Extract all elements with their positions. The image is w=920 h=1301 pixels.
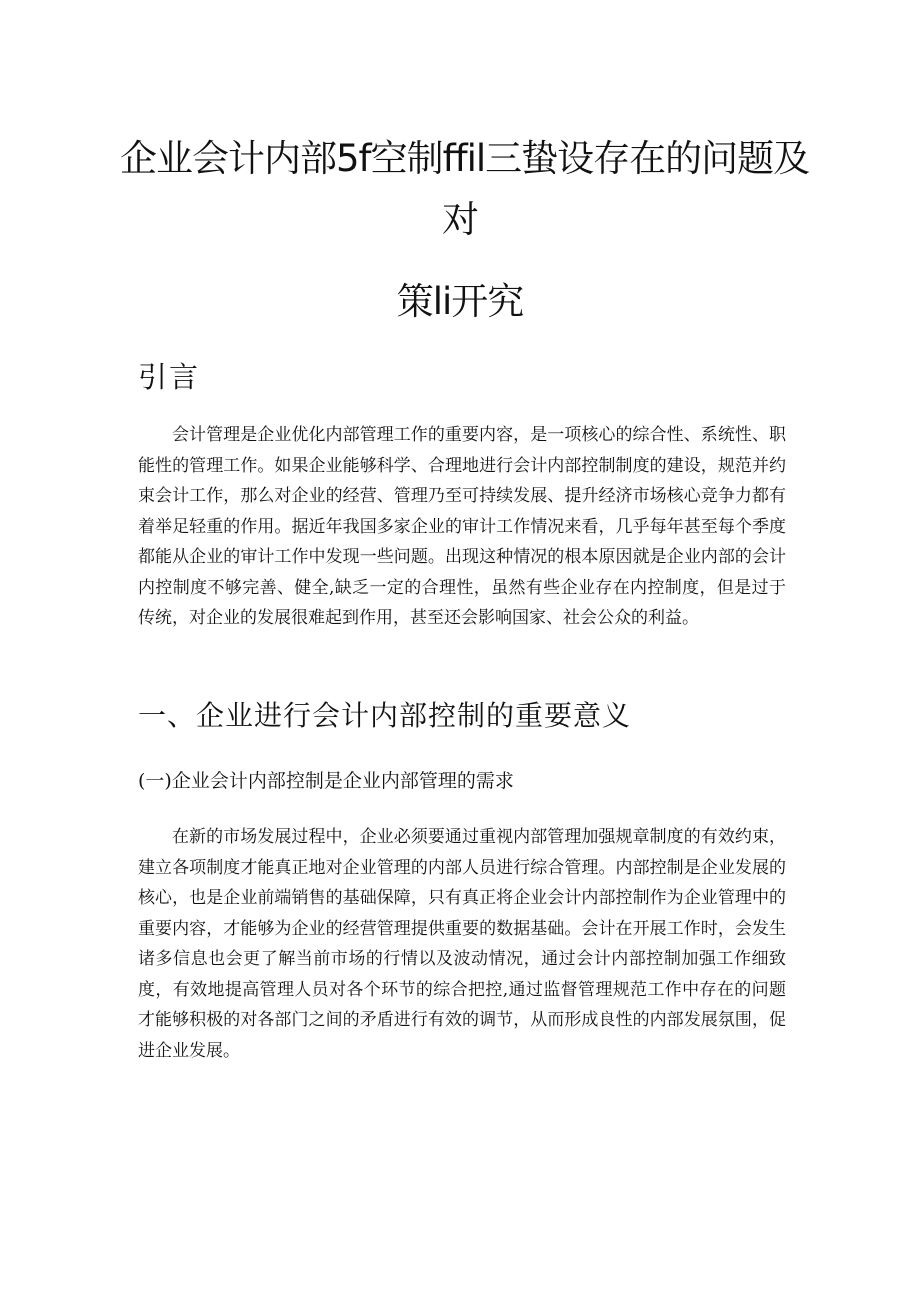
section-1-heading: 一、企业进行会计内部控制的重要意义 bbox=[138, 699, 632, 732]
subsection-1-heading: (一)企业会计内部控制是企业内部管理的需求 bbox=[138, 770, 514, 792]
intro-paragraph: 会计管理是企业优化内部管理工作的重要内容，是一项核心的综合性、系统性、职能性的管理工作。如果企业能够科学、合理地进行会计内部控制制度的建设，规范并约束会计工作，那么对企业的经营、管理乃至可持续发展、提升经济市场核心竞争力都有着举足轻重的作用。据近年我国多家企业的审计工作情况来看，几乎每年甚至每个季度都能从企业的审计工作中发现一些问题。出现这种情况的根本原因就是企业内部的会计内控制度不够完善、健全,缺乏一定的合理性，虽然有些企业存在内控制度，但是过于传统，对企业的发展很难起到作用，甚至还会影响国家、社会公众的利益。 bbox=[138, 425, 786, 628]
subsection-1-paragraph: 在新的市场发展过程中，企业必须要通过重视内部管理加强规章制度的有效约束，建立各项制度才能真正地对企业管理的内部人员进行综合管理。内部控制是企业发展的核心，也是企业前端销售的基础保障，只有真正将企业会计内部控制作为企业管理中的重要内容，才能够为企业的经营管理提供重要的数据基础。会计在开展工作时，会发生诸多信息也会更了解当前市场的行情以及波动情况，通过会计内部控制加强工作细致度，有效地提高管理人员对各个环节的综合把控,通过监督管理规范工作中存在的问题才能够积极的对各部门之间的矛盾进行有效的调节，从而形成良性的内部发展氛围，促进企业发展。 bbox=[138, 827, 786, 1061]
intro-heading: 引言 bbox=[138, 360, 201, 394]
document-title-line-2: 对 bbox=[442, 198, 478, 241]
document-title-line-1: 企业会计内部5f空制ffil三蛰设存在的问题及 bbox=[120, 137, 810, 180]
document-title-line-3: 策li开究 bbox=[396, 280, 524, 323]
